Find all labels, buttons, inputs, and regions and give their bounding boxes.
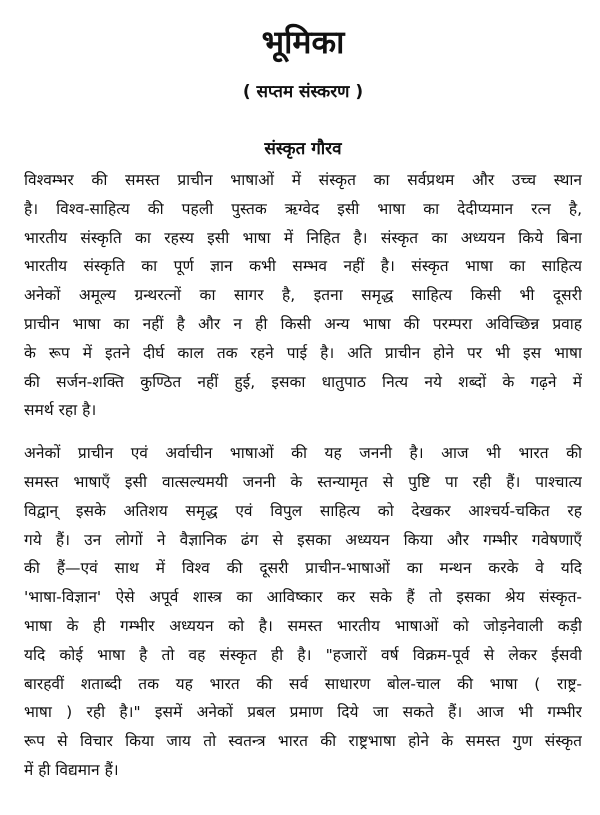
text-line: भारतीय संस्कृति का पूर्ण ज्ञान कभी सम्भव नहीं है। संस्कृत भाषा का साहित्य xyxy=(24,257,582,276)
text-line: प्राचीन भाषा का नहीं है और न ही किसी अन्य भाषा की परम्परा अविच्छिन्न प्रवाह xyxy=(24,314,582,333)
text-line: की सर्जन-शक्ति कुण्ठित नहीं हुई, इसका धातुपाठ नित्य नये शब्दों के गढ़ने में xyxy=(24,372,582,391)
body-text xyxy=(24,166,582,785)
text-line: समर्थ रहा है। xyxy=(24,401,97,420)
text-line: में ही विद्यमान हैं। xyxy=(24,760,119,779)
paragraph xyxy=(24,166,582,425)
text-line: भारतीय संस्कृति का रहस्य इसी भाषा में निहित है। संस्कृत का अध्ययन किये बिना xyxy=(24,228,582,247)
text-line: बारहवीं शताब्दी तक यह भारत की सर्व साधारण बोल-चाल की भाषा ( राष्ट्र- xyxy=(24,674,582,693)
text-line: गये हैं। उन लोगों ने वैज्ञानिक ढंग से इसका अध्ययन किया और गम्भीर गवेषणाएँ xyxy=(24,530,582,549)
page-title: भूमिका xyxy=(261,23,345,61)
text-line: के रूप में इतने दीर्घ काल तक रहने पाई है। अति प्राचीन होने पर भी इस भाषा xyxy=(24,343,582,362)
paragraph xyxy=(24,439,582,785)
text-line: समस्त भाषाएँ इसी वात्सल्यमयी जननी के स्तन्यामृत से पुष्टि पा रही हैं। पाश्चात्य xyxy=(24,472,582,491)
text-line: रूप से विचार किया जाय तो स्वतन्त्र भारत की राष्ट्रभाषा होने के समस्त गुण संस्कृत xyxy=(24,732,582,751)
text-line: विद्वान् इसके अतिशय समृद्ध एवं विपुल साहित्य को देखकर आश्चर्य-चकित रह xyxy=(24,501,582,520)
text-line: यदि कोई भाषा है तो वह संस्कृत ही है। "हजारों वर्ष विक्रम-पूर्व से लेकर ईसवी xyxy=(24,645,582,664)
section-heading: संस्कृत गौरव xyxy=(264,139,342,159)
text-line: भाषा के ही गम्भीर अध्ययन को है। समस्त भारतीय भाषाओं को जोड़नेवाली कड़ी xyxy=(24,616,582,635)
text-line: अनेकों अमूल्य ग्रन्थरत्नों का सागर है, इतना समृद्ध साहित्य किसी भी दूसरी xyxy=(24,286,582,305)
text-line: की हैं—एवं साथ में विश्व की दूसरी प्राचीन-भाषाओं का मन्थन करके वे यदि xyxy=(24,559,582,578)
text-line: अनेकों प्राचीन एवं अर्वाचीन भाषाओं की यह जननी है। आज भी भारत की xyxy=(24,444,582,463)
text-line: 'भाषा-विज्ञान' ऐसे अपूर्व शास्त्र का आविष्कार कर सके हैं तो इसका श्रेय संस्कृत- xyxy=(24,588,582,607)
text-line: है। विश्व-साहित्य की पहली पुस्तक ऋग्वेद इसी भाषा का देदीप्यमान रत्न है, xyxy=(24,199,582,218)
edition-subtitle: ( सप्तम संस्करण ) xyxy=(242,82,364,102)
text-line: भाषा ) रही है।" इसमें अनेकों प्रबल प्रमाण दिये जा सकते हैं। आज भी गम्भीर xyxy=(24,703,582,722)
text-line: विश्वम्भर की समस्त प्राचीन भाषाओं में संस्कृत का सर्वप्रथम और उच्च स्थान xyxy=(24,171,582,189)
